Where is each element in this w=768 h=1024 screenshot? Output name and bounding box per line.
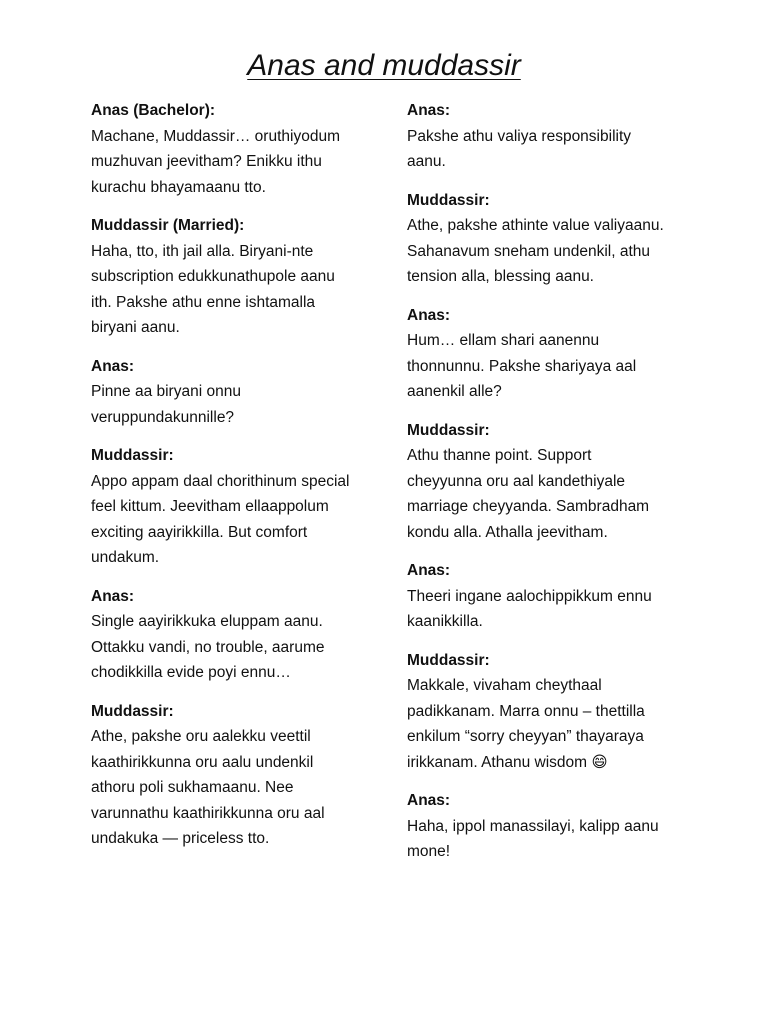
dialogue-line: Athe, pakshe oru aalekku veettil	[91, 728, 311, 745]
dialogue-line: subscription edukkunathupole aanu	[91, 268, 335, 285]
dialogue-line: Ottakku vandi, no trouble, aarume	[91, 638, 325, 656]
dialogue-line: Pinne aa biryani onnu	[91, 383, 241, 400]
dialogue-line: Makkale, vivaham cheythaal	[407, 677, 602, 694]
speaker-label: Muddassir:	[407, 191, 490, 209]
dialogue-turn	[91, 443, 371, 571]
dialogue-line: mone!	[407, 843, 451, 860]
dialogue-line: marriage cheyyanda. Sambradham	[407, 498, 650, 515]
speaker-label: Muddassir:	[407, 651, 490, 669]
dialogue-turn	[91, 213, 371, 341]
dialogue-line: thonnunnu. Pakshe shariyaya aal	[407, 357, 637, 375]
dialogue-line: padikkanam. Marra onnu – thettilla	[407, 702, 645, 720]
dialogue-line: Haha, ippol manassilayi, kalipp aanu	[407, 817, 659, 835]
dialogue-line: undakuka — priceless tto.	[91, 830, 270, 847]
dialogue-line: feel kittum. Jeevitham ellaappolum	[91, 498, 329, 515]
dialogue-line: ith. Pakshe athu enne ishtamalla	[91, 293, 316, 311]
dialogue-line: veruppundakunnille?	[91, 408, 235, 426]
dialogue-line: enkilum “sorry cheyyan” thayaraya	[407, 728, 644, 745]
dialogue-line: Pakshe athu valiya responsibility	[407, 127, 632, 145]
dialogue-turn	[407, 648, 687, 776]
dialogue-turn	[407, 558, 687, 635]
dialogue-line: kondu alla. Athalla jeevitham.	[407, 523, 608, 541]
dialogue-line: Machane, Muddassir… oruthiyodum	[91, 127, 340, 145]
dialogue-line: exciting aayirikkilla. But comfort	[91, 523, 308, 541]
page-title: Anas and muddassir	[247, 49, 521, 82]
dialogue-line: Sahanavum sneham undenkil, athu	[407, 242, 650, 260]
left-column	[91, 98, 371, 865]
right-column	[407, 98, 687, 878]
speaker-label: Muddassir:	[91, 447, 174, 464]
speaker-label: Muddassir:	[407, 421, 490, 439]
dialogue-turn	[91, 584, 371, 686]
speaker-label: Anas:	[407, 562, 451, 579]
dialogue-turn	[91, 699, 371, 852]
speaker-label: Muddassir (Married):	[91, 217, 245, 234]
dialogue-turn	[407, 303, 687, 405]
dialogue-line: Haha, tto, ith jail alla. Biryani-nte	[91, 242, 314, 260]
dialogue-turn	[407, 188, 687, 290]
dialogue-turn	[91, 354, 371, 431]
dialogue-line: Single aayirikkuka eluppam aanu.	[91, 613, 323, 630]
dialogue-line: undakum.	[91, 549, 160, 566]
dialogue-line: Theeri ingane aalochippikkum ennu	[407, 587, 652, 605]
dialogue-line: aanu.	[407, 153, 446, 170]
dialogue-line: kaanikkilla.	[407, 613, 483, 630]
dialogue-turn	[407, 98, 687, 175]
speaker-label: Muddassir:	[91, 702, 174, 720]
dialogue-line: Athe, pakshe athinte value valiyaanu.	[407, 217, 664, 234]
speaker-label: Anas:	[407, 306, 451, 324]
dialogue-line: kaathirikkunna oru aalu undenkil	[91, 753, 314, 771]
dialogue-line: aanenkil alle?	[407, 383, 502, 400]
dialogue-line: Athu thanne point. Support	[407, 447, 592, 464]
dialogue-turn	[407, 788, 687, 865]
dialogue-turn	[407, 418, 687, 546]
speaker-label: Anas:	[407, 102, 451, 119]
dialogue-line: Hum… ellam shari aanennu	[407, 332, 600, 349]
dialogue-line: chodikkilla evide poyi ennu…	[91, 664, 291, 681]
dialogue-line: athoru poli sukhamaanu. Nee	[91, 779, 294, 796]
dialogue-line: biryani aanu.	[91, 319, 180, 336]
speaker-label: Anas:	[407, 792, 451, 809]
dialogue-line: cheyyunna oru aal kandethiyale	[407, 472, 626, 490]
speaker-label: Anas (Bachelor):	[91, 102, 216, 119]
speaker-label: Anas:	[91, 357, 135, 375]
dialogue-line: muzhuvan jeevitham? Enikku ithu	[91, 153, 322, 170]
dialogue-turn	[91, 98, 371, 200]
dialogue-line: varunnathu kaathirikkunna oru aal	[91, 804, 325, 822]
dialogue-line: tension alla, blessing aanu.	[407, 268, 594, 285]
dialogue-line: kurachu bhayamaanu tto.	[91, 178, 266, 196]
dialogue-line: irikkanam. Athanu wisdom 😄	[407, 753, 608, 771]
speaker-label: Anas:	[91, 587, 135, 605]
dialogue-line: Appo appam daal chorithinum special	[91, 472, 350, 490]
